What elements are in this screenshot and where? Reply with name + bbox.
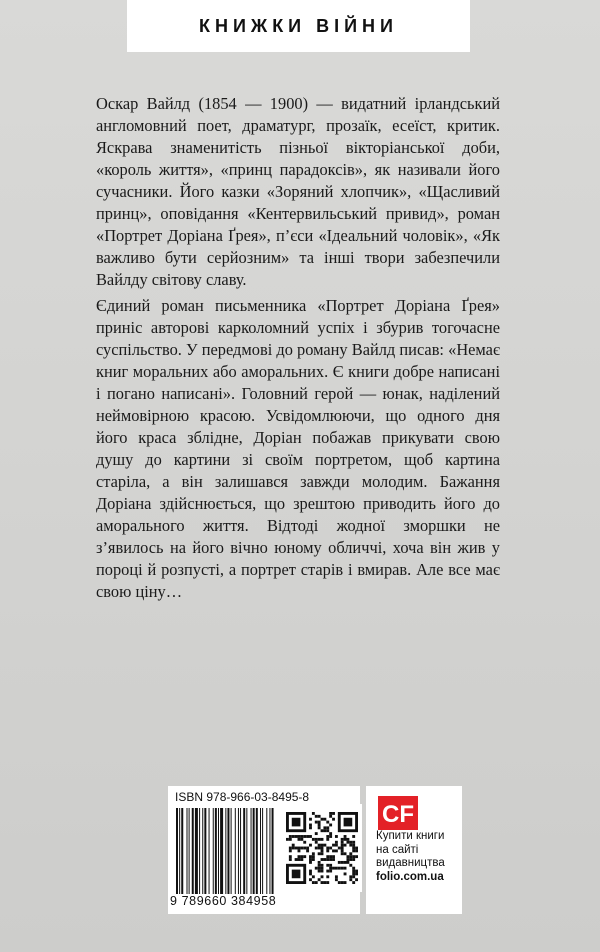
barcode-number: 9 789660 384958 bbox=[170, 894, 277, 908]
barcode-bars bbox=[176, 808, 282, 894]
qr-code bbox=[282, 804, 362, 892]
buy-line-3: видавництва bbox=[376, 857, 445, 869]
publisher-logo bbox=[378, 796, 418, 830]
buy-online-note bbox=[376, 830, 460, 884]
publisher-site-link[interactable]: folio.com.ua bbox=[376, 870, 444, 883]
author-paragraph: Оскар Вайлд (1854 — 1900) — видатний ірландський англомовний поет, драматург, прозаїк, есеїст, критик. Яскрава знаменитість пізньої вікторіанської доби, «король життя», «принц парадоксів», як називали його сучасники. Його казки «Зоряний хлопчик», «Щасливий принц», оповідання «Кентервильський привид», роман «Портрет Доріана Ґрея», п’єси «Ідеальний чоловік», «Як важливо бути серйозним» та інші твори забезпечили Вайлду світову славу. bbox=[96, 94, 500, 289]
qr-code-icon bbox=[286, 812, 358, 884]
book-description bbox=[96, 93, 500, 603]
publisher-panel bbox=[366, 786, 462, 914]
novel-paragraph: Єдиний роман письменника «Портрет Доріана Ґрея» приніс авторові карколомний успіх і збурив тогочасне суспільство. У передмові до роману Вайлд писав: «Немає книг моральних або аморальних. Є книги добре написані і погано написані». Головний герой — юнак, наділений неймовірною красою. Усвідомлюючи, що одного дня його краса зблідне, Доріан побажав прикувати свою душу до картини зі своїм портретом, щоб картина старіла, а він залишався завжди молодим. Бажання Доріана здійснюється, що зрештою приводить його до аморального життя. Відтоді жодної зморшки не з’явилось на його вічно юному обличчі, хоча він жив у пороці й розпусті, а портрет старів і вмирав. Але все має свою ціну… bbox=[96, 296, 500, 601]
series-banner bbox=[127, 0, 470, 52]
series-title: КНИЖКИ ВІЙНИ bbox=[199, 15, 398, 36]
logo-lettering: CF bbox=[382, 801, 414, 828]
buy-line-2: на сайті bbox=[376, 843, 419, 856]
buy-line-1: Купити книги bbox=[376, 830, 445, 842]
isbn-label: ISBN 978-966-03-8495-8 bbox=[175, 790, 310, 804]
